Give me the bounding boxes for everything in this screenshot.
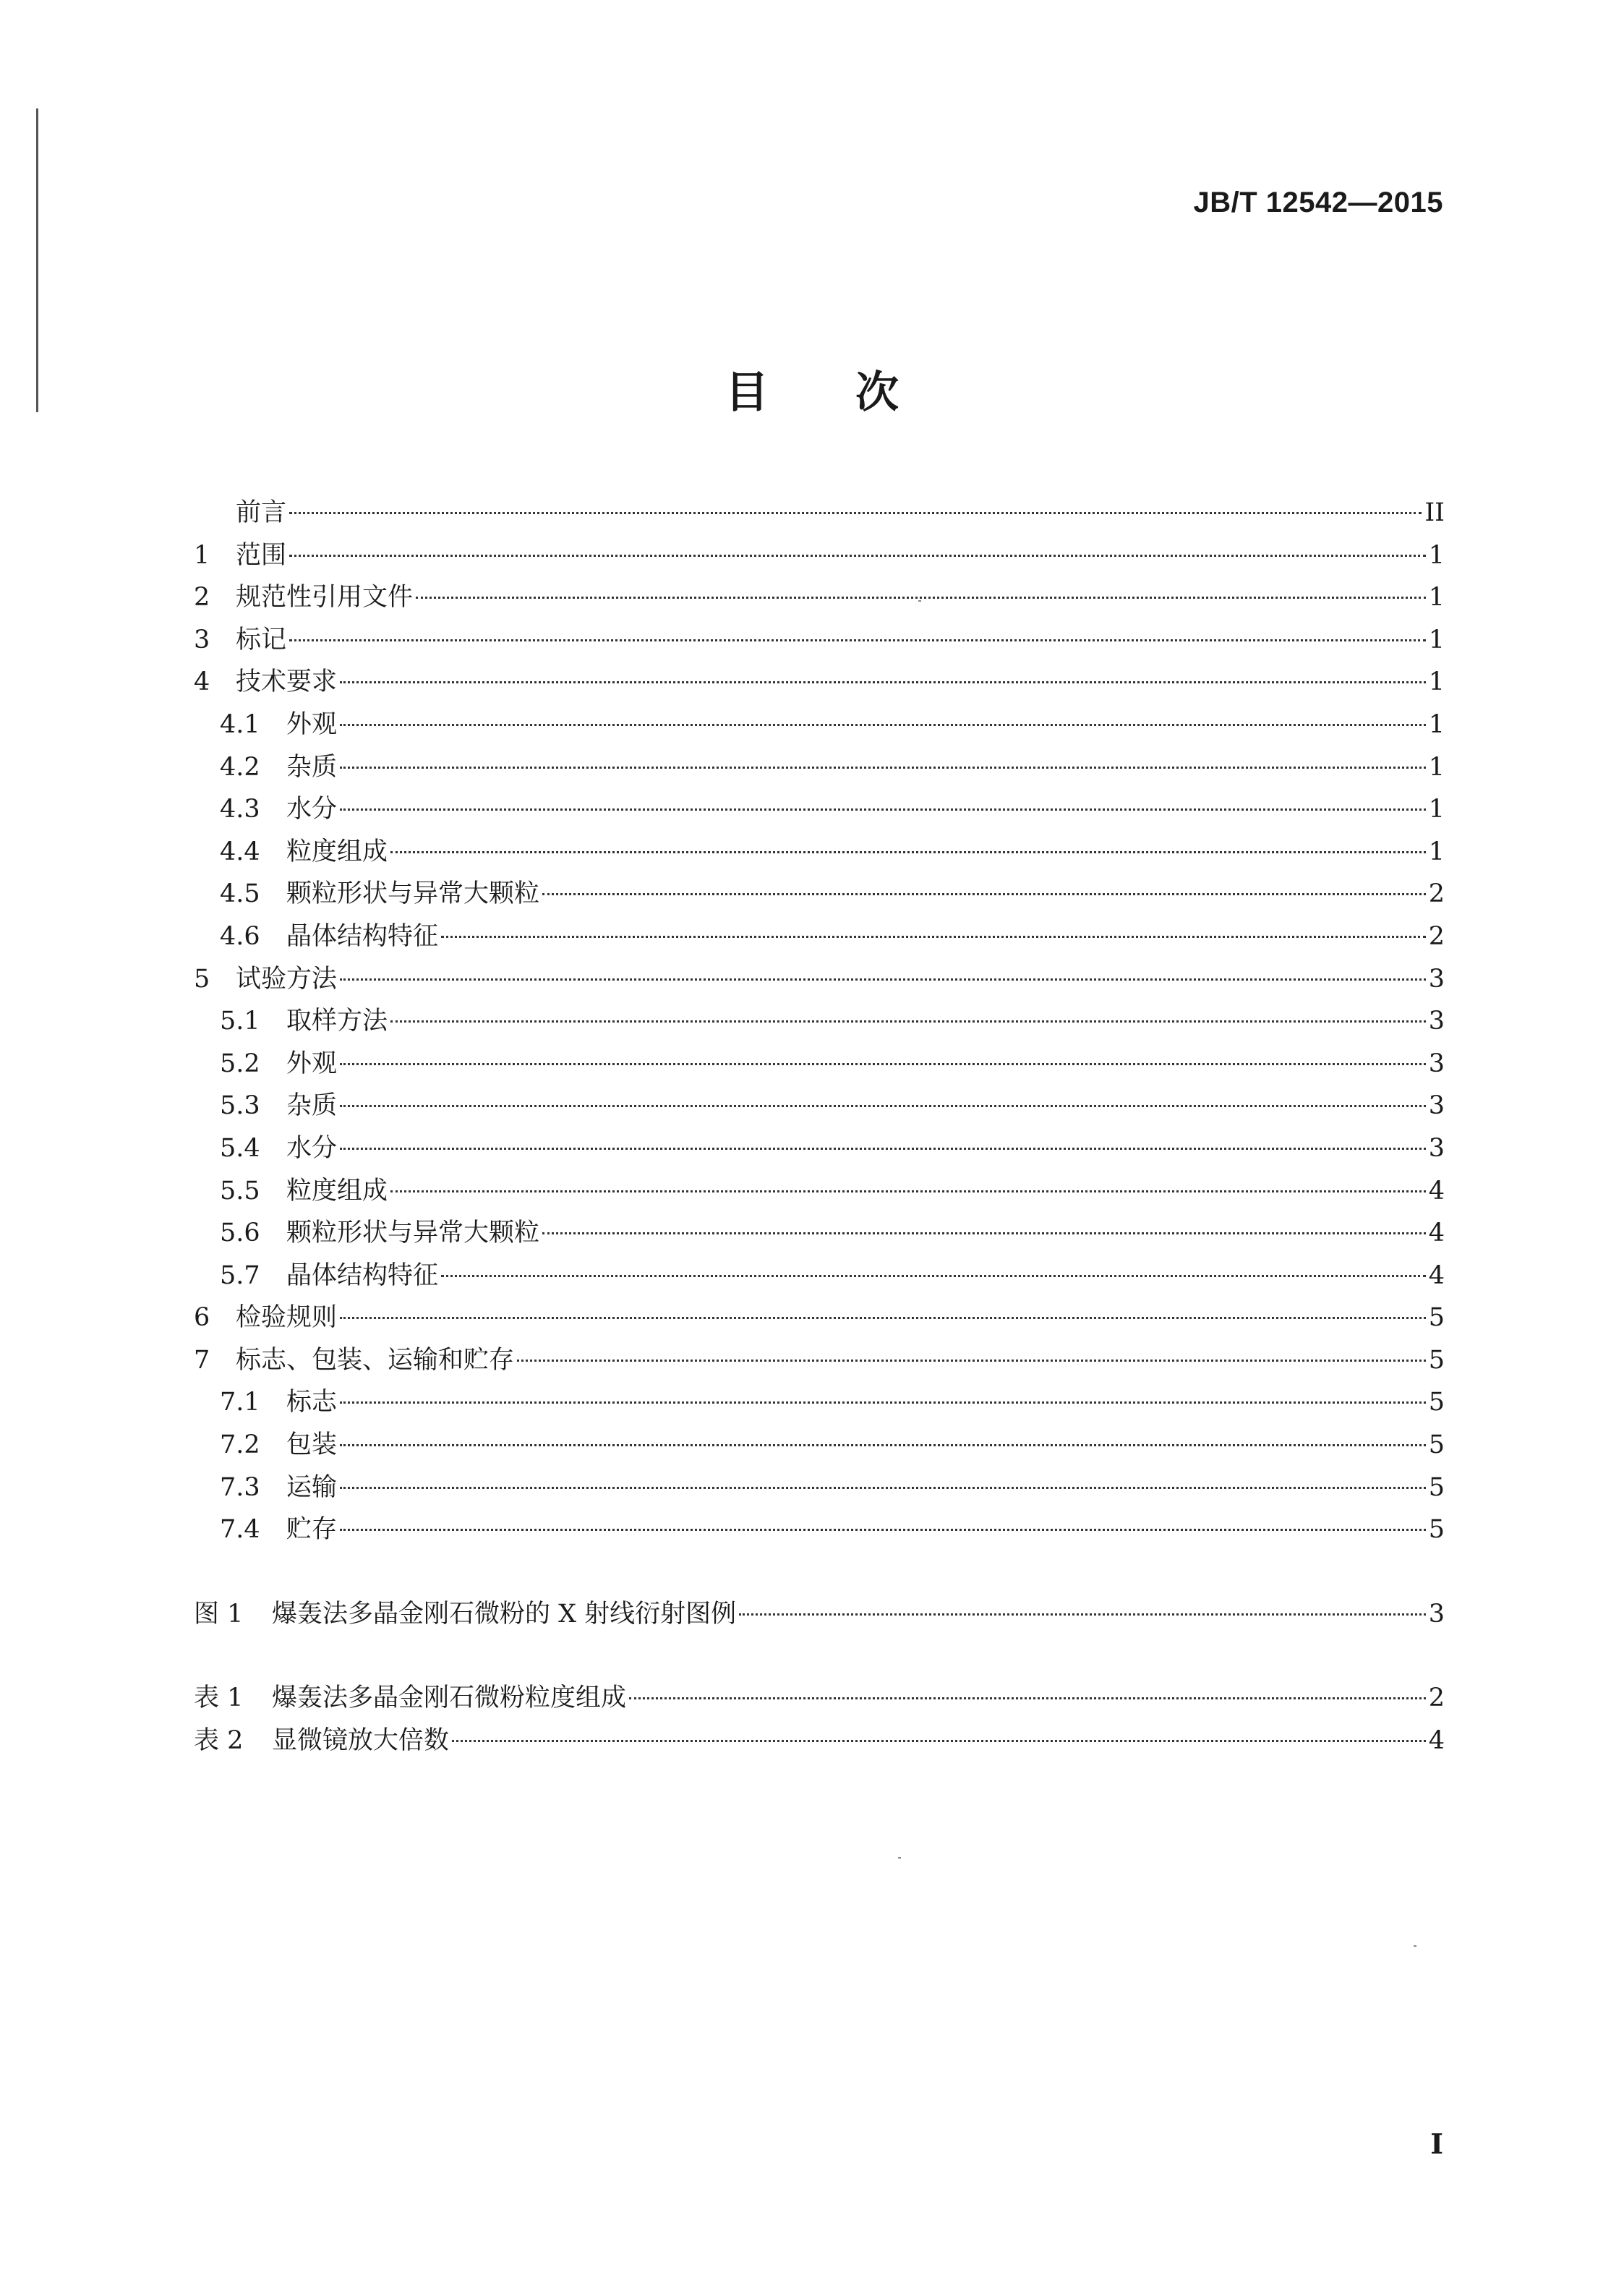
toc-entry-number: 4.3: [220, 795, 260, 824]
toc-entry-page: 3: [1428, 1133, 1445, 1163]
toc-leader-dots: [340, 1063, 1426, 1065]
scan-speck: [918, 600, 921, 602]
toc-entry-page: 4: [1428, 1176, 1445, 1205]
toc-entry: [194, 1255, 1445, 1297]
toc-entry-label: 显微镜放大倍数: [272, 1726, 450, 1756]
toc-entry-number: 1: [194, 540, 210, 570]
toc-entry: [194, 704, 1445, 746]
toc-entry: [194, 1170, 1445, 1213]
toc-leader-dots: [289, 639, 1426, 641]
toc-leader-dots: [441, 1275, 1426, 1277]
toc-entry: [194, 576, 1445, 619]
toc-entry-number: 4.5: [220, 879, 260, 909]
toc-entry-label: 标志、包装、运输和贮存: [236, 1345, 515, 1375]
toc-leader-dots: [390, 1190, 1426, 1192]
toc-leader-dots: [739, 1613, 1426, 1616]
toc-leader-dots: [340, 724, 1426, 726]
toc-entry-label: 标记: [236, 625, 287, 654]
toc-entry-page: 1: [1428, 540, 1445, 570]
toc-entry-number: 7.2: [220, 1430, 260, 1460]
toc-leader-dots: [340, 1105, 1426, 1107]
toc-entry-page: 5: [1428, 1303, 1445, 1333]
toc-entry-number: 5.3: [220, 1091, 260, 1121]
toc-entry-number: 4.1: [220, 709, 260, 739]
toc-entry: [194, 873, 1445, 916]
toc-entry-label: 颗粒形状与异常大颗粒: [286, 879, 540, 909]
toc-entry: [194, 1297, 1445, 1339]
toc-entry-label: 范围: [236, 540, 287, 570]
toc-entry: [194, 1381, 1445, 1424]
toc-entry-page: 3: [1428, 964, 1445, 994]
toc-entry-number: 4.6: [220, 921, 260, 951]
toc-entry-label: 技术要求: [236, 667, 338, 697]
toc-gap: [194, 1635, 1445, 1677]
toc-leader-dots: [340, 681, 1426, 683]
toc-leader-dots: [390, 1020, 1426, 1023]
toc-entry-label: 贮存: [286, 1515, 338, 1545]
toc-entry-page: 1: [1428, 795, 1445, 824]
toc-entry-label: 爆轰法多晶金刚石微粉粒度组成: [272, 1684, 627, 1713]
toc-entry-number: 5.2: [220, 1049, 260, 1078]
toc-entry: [194, 1593, 1445, 1636]
toc-entry-label: 试验方法: [236, 964, 338, 994]
page-number: I: [1430, 2128, 1443, 2160]
toc-entry-page: 1: [1428, 752, 1445, 782]
toc-entry-number: 表 1: [194, 1684, 244, 1713]
toc-entry-number: 7: [194, 1345, 210, 1375]
toc-entry: [194, 661, 1445, 704]
toc-entry-label: 粒度组成: [286, 1176, 388, 1205]
toc-entry: [194, 831, 1445, 874]
toc-entry-label: 晶体结构特征: [286, 921, 439, 951]
toc-entry-label: 运输: [286, 1472, 338, 1502]
toc-entry: [194, 492, 1445, 534]
toc-entry-page: 1: [1428, 667, 1445, 697]
toc-leader-dots: [340, 978, 1426, 981]
toc-leader-dots: [340, 1317, 1426, 1319]
toc-entry-label: 晶体结构特征: [286, 1260, 439, 1290]
toc-entry-label: 粒度组成: [286, 837, 388, 866]
toc-entry: [194, 1424, 1445, 1467]
toc-entry-label: 水分: [286, 795, 338, 824]
toc-leader-dots: [542, 1232, 1426, 1234]
toc-entry: [194, 1127, 1445, 1170]
toc-leader-dots: [289, 512, 1422, 514]
toc-entry-number: 表 2: [194, 1726, 244, 1756]
toc-entry-page: II: [1424, 498, 1445, 527]
toc-entry-number: 5: [194, 964, 210, 994]
toc-entry-number: 5.5: [220, 1176, 260, 1205]
toc-entry-number: 5.4: [220, 1133, 260, 1163]
toc-entry: [194, 1212, 1445, 1255]
toc-entry: [194, 534, 1445, 577]
toc-leader-dots: [340, 1529, 1426, 1531]
page-title: 目 次: [725, 367, 899, 418]
toc-entry-page: 3: [1428, 1599, 1445, 1629]
toc-entry-label: 爆轰法多晶金刚石微粉的 X 射线衍射图例: [272, 1599, 737, 1629]
toc-leader-dots: [452, 1740, 1426, 1742]
toc-leader-dots: [542, 893, 1426, 895]
toc-entry-number: 5.6: [220, 1219, 260, 1248]
toc-leader-dots: [340, 767, 1426, 769]
toc-entry-label: 检验规则: [236, 1303, 338, 1333]
toc-entry-number: 7.4: [220, 1515, 260, 1545]
toc-entry-page: 4: [1428, 1260, 1445, 1290]
toc-entry-page: 2: [1428, 879, 1445, 909]
toc-entry-label: 规范性引用文件: [236, 583, 414, 613]
toc-entry-label: 杂质: [286, 752, 338, 782]
toc-entry-page: 2: [1428, 1684, 1445, 1713]
toc-leader-dots: [416, 597, 1426, 599]
toc-entry-page: 1: [1428, 837, 1445, 866]
toc-entry-label: 水分: [286, 1133, 338, 1163]
toc-leader-dots: [340, 808, 1426, 811]
toc-entry-page: 5: [1428, 1430, 1445, 1460]
toc-entry-page: 3: [1428, 1049, 1445, 1078]
toc-entry-number: 图 1: [194, 1599, 244, 1629]
toc-entry: [194, 1720, 1445, 1762]
document-code: JB/T 12542—2015: [1193, 187, 1443, 218]
toc-entry: [194, 746, 1445, 789]
toc-entry: [194, 1509, 1445, 1551]
toc-entry-number: 7.1: [220, 1388, 260, 1417]
toc-leader-dots: [340, 1444, 1426, 1446]
toc-entry-label: 杂质: [286, 1091, 338, 1121]
toc-entry-page: 1: [1428, 709, 1445, 739]
toc-entry-number: 5.7: [220, 1260, 260, 1290]
toc-entry-page: 1: [1428, 583, 1445, 613]
toc-entry-label: 标志: [286, 1388, 338, 1417]
toc-figures: [194, 1593, 1445, 1636]
toc-entry: [194, 1043, 1445, 1085]
toc-entry: [194, 1339, 1445, 1382]
toc-entry-page: 4: [1428, 1219, 1445, 1248]
table-of-contents: [194, 492, 1445, 1762]
toc-leader-dots: [340, 1487, 1426, 1489]
toc-entry-label: 颗粒形状与异常大颗粒: [286, 1219, 540, 1248]
toc-entry-number: 7.3: [220, 1472, 260, 1502]
toc-tables: [194, 1677, 1445, 1762]
toc-leader-dots: [340, 1401, 1426, 1404]
toc-entry: [194, 619, 1445, 662]
toc-entry: [194, 788, 1445, 831]
toc-entry: [194, 958, 1445, 1001]
toc-entry-page: 1: [1428, 625, 1445, 654]
toc-entry-number: 4.2: [220, 752, 260, 782]
toc-entry-number: 4.4: [220, 837, 260, 866]
scan-speck: [1414, 1945, 1416, 1947]
toc-entry-page: 4: [1428, 1726, 1445, 1756]
toc-entry-page: 5: [1428, 1515, 1445, 1545]
toc-entry: [194, 1085, 1445, 1127]
toc-sections: [194, 492, 1445, 1551]
toc-entry-label: 前言: [236, 498, 287, 527]
toc-entry-label: 取样方法: [286, 1007, 388, 1036]
toc-leader-dots: [629, 1697, 1426, 1699]
toc-entry-number: 2: [194, 583, 210, 613]
toc-entry-page: 5: [1428, 1388, 1445, 1417]
toc-entry: [194, 916, 1445, 958]
toc-entry-page: 3: [1428, 1007, 1445, 1036]
scan-speck: [898, 1857, 901, 1859]
toc-leader-dots: [517, 1360, 1426, 1362]
toc-entry-page: 5: [1428, 1472, 1445, 1502]
toc-entry-page: 3: [1428, 1091, 1445, 1121]
toc-leader-dots: [289, 555, 1426, 557]
toc-entry-number: 3: [194, 625, 210, 654]
toc-entry-page: 5: [1428, 1345, 1445, 1375]
toc-gap: [194, 1551, 1445, 1593]
toc-entry-label: 外观: [286, 709, 338, 739]
toc-entry-number: 6: [194, 1303, 210, 1333]
toc-entry: [194, 1467, 1445, 1509]
toc-leader-dots: [441, 936, 1426, 938]
toc-leader-dots: [390, 851, 1426, 853]
toc-entry-number: 4: [194, 667, 210, 697]
toc-entry-page: 2: [1428, 921, 1445, 951]
toc-entry-label: 外观: [286, 1049, 338, 1078]
toc-entry-number: 5.1: [220, 1007, 260, 1036]
toc-leader-dots: [340, 1148, 1426, 1150]
toc-entry-label: 包装: [286, 1430, 338, 1460]
toc-entry: [194, 1677, 1445, 1720]
toc-entry: [194, 1000, 1445, 1043]
